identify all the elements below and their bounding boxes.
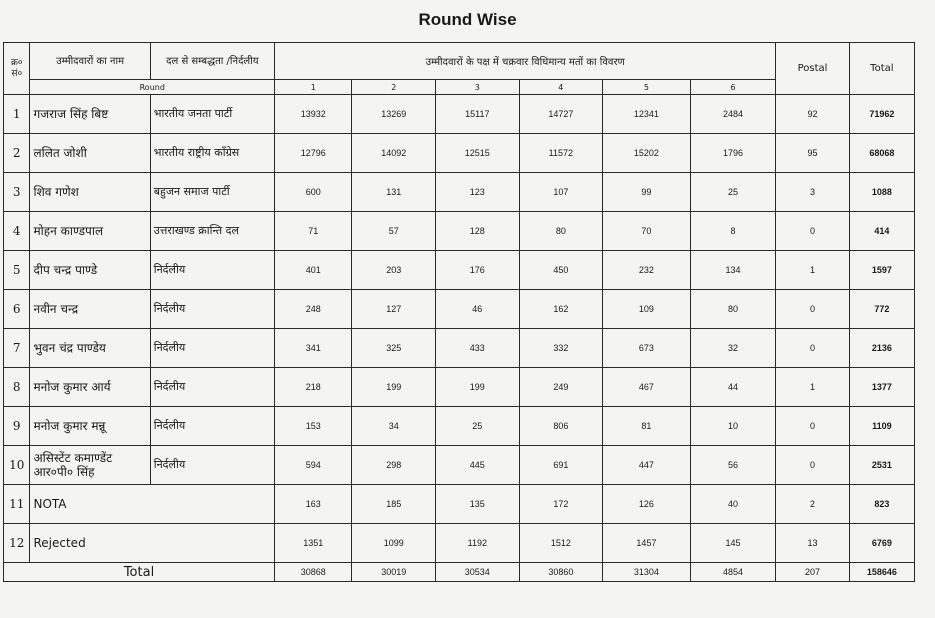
postal-votes-cell: 2	[776, 485, 849, 524]
candidate-name-cell: असिस्टेंट कमाण्डेंट आर०पी० सिंह	[30, 446, 150, 485]
postal-votes-cell: 0	[776, 290, 849, 329]
round-votes-cell: 249	[519, 368, 603, 407]
party-cell: निर्दलीय	[150, 251, 274, 290]
serial-header: क्र० सं०	[4, 43, 30, 95]
postal-votes-cell: 0	[776, 212, 849, 251]
serial-cell: 1	[4, 95, 30, 134]
postal-votes-cell: 13	[776, 524, 849, 563]
round-votes-cell: 80	[519, 212, 603, 251]
candidate-name-cell: मनोज कुमार मन्नू	[30, 407, 150, 446]
serial-cell: 11	[4, 485, 30, 524]
party-cell: निर्दलीय	[150, 446, 274, 485]
round-votes-cell: 12796	[275, 134, 352, 173]
round-votes-cell: 162	[519, 290, 603, 329]
total-votes-cell: 772	[849, 290, 914, 329]
round-votes-cell: 1351	[275, 524, 352, 563]
round-number-header: 3	[436, 80, 520, 95]
round-votes-cell: 163	[275, 485, 352, 524]
round-votes-cell: 1796	[690, 134, 776, 173]
round-votes-cell: 126	[603, 485, 691, 524]
round-votes-cell: 10	[690, 407, 776, 446]
candidate-name-cell: ललित जोशी	[30, 134, 150, 173]
table-row	[4, 290, 915, 329]
candidate-rows	[4, 95, 915, 563]
round-votes-cell: 450	[519, 251, 603, 290]
candidate-name-cell: Rejected	[30, 524, 275, 563]
postal-votes-cell: 92	[776, 95, 849, 134]
round-total-cell: 31304	[603, 563, 691, 582]
round-votes-cell: 80	[690, 290, 776, 329]
round-votes-cell: 1512	[519, 524, 603, 563]
total-votes-cell: 1088	[849, 173, 914, 212]
round-votes-cell: 46	[436, 290, 520, 329]
total-votes-cell: 68068	[849, 134, 914, 173]
round-votes-cell: 34	[352, 407, 436, 446]
party-cell: निर्दलीय	[150, 329, 274, 368]
round-votes-cell: 107	[519, 173, 603, 212]
round-votes-cell: 806	[519, 407, 603, 446]
round-votes-cell: 12515	[436, 134, 520, 173]
page-title: Round Wise	[418, 10, 517, 29]
table-row	[4, 485, 915, 524]
postal-votes-cell: 0	[776, 446, 849, 485]
postal-votes-cell: 0	[776, 407, 849, 446]
round-votes-cell: 332	[519, 329, 603, 368]
total-votes-cell: 6769	[849, 524, 914, 563]
round-votes-cell: 15202	[603, 134, 691, 173]
round-number-header: 4	[519, 80, 603, 95]
total-votes-cell: 71962	[849, 95, 914, 134]
totals-label: Total	[4, 563, 275, 582]
round-number-header: 2	[352, 80, 436, 95]
round-votes-cell: 341	[275, 329, 352, 368]
party-cell: भारतीय जनता पार्टी	[150, 95, 274, 134]
round-votes-cell: 99	[603, 173, 691, 212]
round-votes-cell: 14727	[519, 95, 603, 134]
serial-cell: 9	[4, 407, 30, 446]
candidate-name-cell: गजराज सिंह बिष्ट	[30, 95, 150, 134]
round-number-header: 1	[275, 80, 352, 95]
round-votes-cell: 1457	[603, 524, 691, 563]
round-votes-cell: 57	[352, 212, 436, 251]
serial-cell: 2	[4, 134, 30, 173]
candidate-name-cell: मनोज कुमार आर्य	[30, 368, 150, 407]
candidate-name-cell: मोहन काण्डपाल	[30, 212, 150, 251]
serial-cell: 7	[4, 329, 30, 368]
round-votes-cell: 131	[352, 173, 436, 212]
round-votes-cell: 44	[690, 368, 776, 407]
total-votes-cell: 1377	[849, 368, 914, 407]
header-row	[4, 43, 915, 80]
round-votes-cell: 145	[690, 524, 776, 563]
round-votes-cell: 185	[352, 485, 436, 524]
round-votes-cell: 81	[603, 407, 691, 446]
serial-cell: 6	[4, 290, 30, 329]
round-votes-cell: 15117	[436, 95, 520, 134]
round-wise-results-table	[3, 42, 915, 582]
postal-votes-cell: 1	[776, 368, 849, 407]
round-votes-cell: 56	[690, 446, 776, 485]
round-votes-cell: 8	[690, 212, 776, 251]
round-votes-cell: 70	[603, 212, 691, 251]
candidate-name-cell: शिव गणेश	[30, 173, 150, 212]
table-row	[4, 407, 915, 446]
table-row	[4, 446, 915, 485]
round-votes-cell: 203	[352, 251, 436, 290]
round-votes-cell: 199	[352, 368, 436, 407]
round-votes-cell: 14092	[352, 134, 436, 173]
total-votes-cell: 2136	[849, 329, 914, 368]
round-votes-cell: 71	[275, 212, 352, 251]
round-votes-cell: 691	[519, 446, 603, 485]
serial-cell: 4	[4, 212, 30, 251]
serial-cell: 3	[4, 173, 30, 212]
postal-total-cell: 207	[776, 563, 849, 582]
party-header: दल से सम्बद्धता /निर्दलीय	[150, 43, 274, 80]
table-row	[4, 329, 915, 368]
total-votes-cell: 823	[849, 485, 914, 524]
round-votes-cell: 1099	[352, 524, 436, 563]
round-total-cell: 30019	[352, 563, 436, 582]
postal-votes-cell: 3	[776, 173, 849, 212]
serial-cell: 10	[4, 446, 30, 485]
table-row	[4, 524, 915, 563]
round-total-cell: 4854	[690, 563, 776, 582]
total-votes-cell: 414	[849, 212, 914, 251]
round-details-header: उम्मीदवारों के पक्ष में चक्रवार विधिमान्य मतों का विवरण	[275, 43, 776, 80]
party-cell: बहुजन समाज पार्टी	[150, 173, 274, 212]
table-row	[4, 173, 915, 212]
candidate-name-cell: भुवन चंद्र पाण्डेय	[30, 329, 150, 368]
round-total-cell: 30868	[275, 563, 352, 582]
table-row	[4, 251, 915, 290]
round-votes-cell: 673	[603, 329, 691, 368]
round-votes-cell: 25	[436, 407, 520, 446]
postal-votes-cell: 0	[776, 329, 849, 368]
round-votes-cell: 135	[436, 485, 520, 524]
round-votes-cell: 298	[352, 446, 436, 485]
round-votes-cell: 199	[436, 368, 520, 407]
total-votes-cell: 1597	[849, 251, 914, 290]
round-votes-cell: 13269	[352, 95, 436, 134]
round-votes-cell: 600	[275, 173, 352, 212]
round-votes-cell: 12341	[603, 95, 691, 134]
candidate-header: उम्मीदवारों का नाम	[30, 43, 150, 80]
party-cell: निर्दलीय	[150, 407, 274, 446]
round-votes-cell: 2484	[690, 95, 776, 134]
round-votes-cell: 325	[352, 329, 436, 368]
serial-cell: 5	[4, 251, 30, 290]
totals-row	[4, 563, 915, 582]
table-row	[4, 95, 915, 134]
round-votes-cell: 433	[436, 329, 520, 368]
serial-cell: 8	[4, 368, 30, 407]
round-votes-cell: 467	[603, 368, 691, 407]
round-votes-cell: 594	[275, 446, 352, 485]
round-votes-cell: 232	[603, 251, 691, 290]
round-votes-cell: 127	[352, 290, 436, 329]
round-total-cell: 30860	[519, 563, 603, 582]
round-votes-cell: 447	[603, 446, 691, 485]
candidate-name-cell: NOTA	[30, 485, 275, 524]
party-cell: उत्तराखण्ड क्रान्ति दल	[150, 212, 274, 251]
postal-header: Postal	[776, 43, 849, 95]
party-cell: निर्दलीय	[150, 290, 274, 329]
round-votes-cell: 176	[436, 251, 520, 290]
round-votes-cell: 109	[603, 290, 691, 329]
candidate-name-cell: दीप चन्द्र पाण्डे	[30, 251, 150, 290]
table-row	[4, 134, 915, 173]
round-number-header: 6	[690, 80, 776, 95]
round-votes-cell: 172	[519, 485, 603, 524]
total-votes-cell: 2531	[849, 446, 914, 485]
round-votes-cell: 134	[690, 251, 776, 290]
round-votes-cell: 218	[275, 368, 352, 407]
round-votes-cell: 128	[436, 212, 520, 251]
table-row	[4, 212, 915, 251]
postal-votes-cell: 95	[776, 134, 849, 173]
round-votes-cell: 153	[275, 407, 352, 446]
round-votes-cell: 32	[690, 329, 776, 368]
round-votes-cell: 248	[275, 290, 352, 329]
round-label: Round	[30, 80, 275, 95]
round-votes-cell: 401	[275, 251, 352, 290]
candidate-name-cell: नवीन चन्द्र	[30, 290, 150, 329]
round-votes-cell: 123	[436, 173, 520, 212]
round-number-header: 5	[603, 80, 691, 95]
total-votes-cell: 1109	[849, 407, 914, 446]
round-votes-cell: 11572	[519, 134, 603, 173]
table-row	[4, 368, 915, 407]
round-votes-cell: 40	[690, 485, 776, 524]
grand-total-cell: 158646	[849, 563, 914, 582]
round-total-cell: 30534	[436, 563, 520, 582]
round-votes-cell: 1192	[436, 524, 520, 563]
party-cell: निर्दलीय	[150, 368, 274, 407]
round-votes-cell: 13932	[275, 95, 352, 134]
serial-cell: 12	[4, 524, 30, 563]
party-cell: भारतीय राष्ट्रीय कॉंग्रेस	[150, 134, 274, 173]
total-header: Total	[849, 43, 914, 95]
round-votes-cell: 25	[690, 173, 776, 212]
postal-votes-cell: 1	[776, 251, 849, 290]
round-votes-cell: 445	[436, 446, 520, 485]
